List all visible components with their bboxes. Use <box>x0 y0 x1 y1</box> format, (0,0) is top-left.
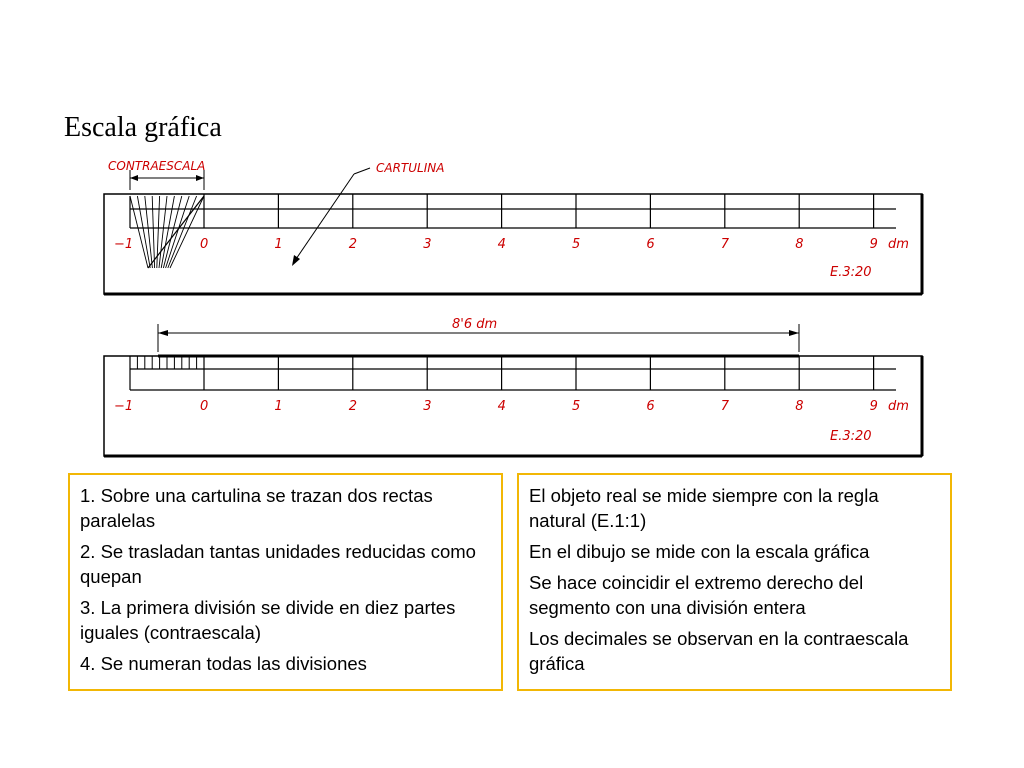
note-4: Los decimales se observan en la contraescala gráfica <box>529 628 909 674</box>
bottom-tick-label: −1 <box>114 399 134 414</box>
top-tick-label: 1 <box>274 237 283 252</box>
contraescala-transversal <box>166 196 190 268</box>
step-1: 1. Sobre una cartulina se trazan dos rectas paralelas <box>80 485 433 531</box>
bottom-tick-label: 9 <box>869 399 878 414</box>
top-tick-labels <box>114 237 878 252</box>
cartulina-annotation <box>292 161 444 266</box>
top-tick-label: 2 <box>348 237 358 252</box>
cartulina-label: CARTULINA <box>376 161 445 175</box>
contraescala-transversal <box>152 196 154 268</box>
contraescala-diagonal <box>148 196 204 268</box>
step-3: 3. La primera división se divide en diez partes iguales (contraescala) <box>80 597 456 643</box>
bottom-scale-label: E.3:20 <box>830 429 872 444</box>
note-2: En el dibujo se mide con la escala gráfica <box>529 541 870 562</box>
top-tick-label: 5 <box>572 237 581 252</box>
bottom-tick-label: 3 <box>423 399 432 414</box>
top-unit-label: dm <box>888 237 909 252</box>
bottom-tick-label: 1 <box>274 399 283 414</box>
measure-annotation <box>158 317 799 352</box>
bottom-tick-label: 5 <box>572 399 581 414</box>
bottom-ticks <box>204 356 874 390</box>
top-tick-label: 9 <box>869 237 878 252</box>
bottom-tick-label: 4 <box>497 399 506 414</box>
bottom-tick-label: 2 <box>348 399 358 414</box>
bottom-tick-label: 7 <box>720 399 730 414</box>
contraescala-transversal <box>157 196 160 268</box>
contraescala-transversal <box>170 196 204 268</box>
top-scale <box>104 194 922 294</box>
top-tick-label: 0 <box>200 237 209 252</box>
bottom-tick-label: 6 <box>646 399 655 414</box>
bottom-unit-label: dm <box>888 399 909 414</box>
top-tick-label: 3 <box>423 237 432 252</box>
bottom-tick-label: 8 <box>795 399 804 414</box>
bottom-tick-labels <box>114 399 878 414</box>
top-tick-label: 8 <box>795 237 804 252</box>
top-ticks <box>204 194 874 228</box>
note-3: Se hace coincidir el extremo derecho del segmento con una división entera <box>529 572 864 618</box>
notes-box <box>517 473 952 691</box>
top-tick-label: −1 <box>114 237 134 252</box>
contraescala-label: CONTRAESCALA <box>108 159 206 173</box>
page-title: Escala gráfica <box>64 112 222 143</box>
note-1: El objeto real se mide siempre con la regla natural (E.1:1) <box>529 485 879 531</box>
bottom-tick-label: 0 <box>200 399 209 414</box>
step-4: 4. Se numeran todas las divisiones <box>80 653 367 674</box>
step-2: 2. Se trasladan tantas unidades reducidas como quepan <box>80 541 476 587</box>
top-scale-label: E.3:20 <box>830 265 872 280</box>
top-tick-label: 7 <box>720 237 730 252</box>
bottom-subdivisions <box>137 356 196 369</box>
steps-box <box>68 473 503 691</box>
contraescala-annotation <box>108 159 205 190</box>
top-tick-label: 4 <box>497 237 506 252</box>
measure-label: 8'6 dm <box>452 317 498 332</box>
bottom-scale <box>104 356 922 456</box>
contraescala-hatch <box>130 196 204 268</box>
top-tick-label: 6 <box>646 237 655 252</box>
